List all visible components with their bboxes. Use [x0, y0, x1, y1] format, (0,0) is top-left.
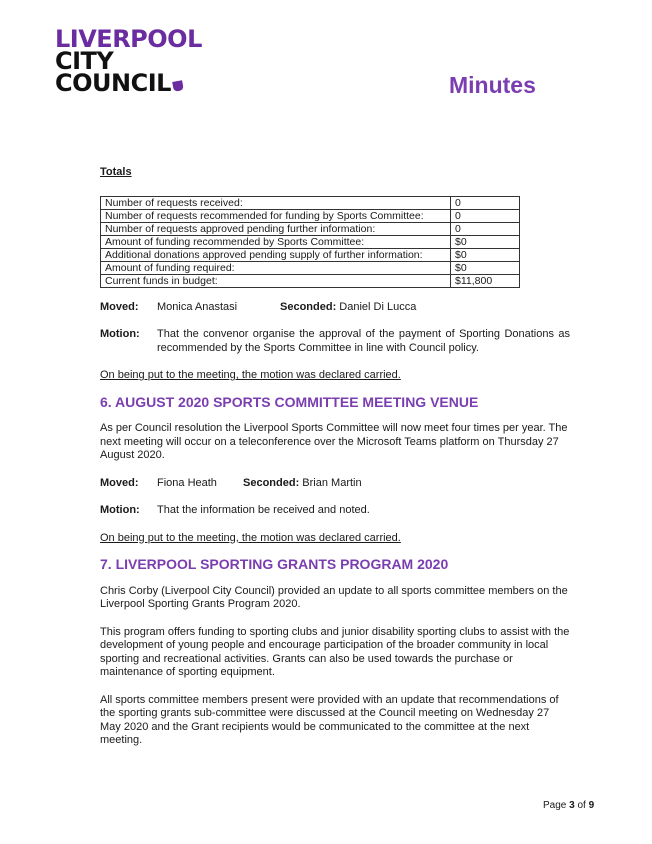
totals-row-value: $11,800 [451, 274, 520, 287]
paragraph: This program offers funding to sporting clubs and junior disability sporting clubs to assist with the development of young people and encourage participation of the broader community in local sporting and recreational activities. Grants can also be used towards the purchase or maintenance of sporting equipment. [100, 625, 570, 678]
page-number [543, 800, 594, 811]
seconded-label: Seconded: [280, 300, 337, 313]
carried-statement: On being put to the meeting, the motion was declared carried. [100, 531, 401, 544]
section-heading-6: 6. AUGUST 2020 SPORTS COMMITTEE MEETING VENUE [100, 393, 479, 410]
motion-text: That the convenor organise the approval of the payment of Sporting Donations as recommended by the Sports Committee in line with Council policy. [157, 328, 570, 354]
moved-by: Monica Anastasi [157, 300, 238, 313]
totals-row [101, 222, 520, 235]
council-logo [55, 25, 202, 97]
document-title: Minutes [449, 72, 536, 98]
totals-heading: Totals [100, 166, 132, 178]
totals-row-label: Amount of funding recommended by Sports Committee: [101, 235, 451, 248]
logo-line-council [55, 69, 202, 97]
paragraph: Chris Corby (Liverpool City Council) provided an update to all sports committee members on the Liverpool Sporting Grants Program 2020. [100, 584, 568, 610]
item5-moved-row [100, 301, 570, 315]
totals-row-value: 0 [451, 222, 520, 235]
totals-row-value: $0 [451, 261, 520, 274]
totals-row [101, 209, 520, 222]
page-word: Page [543, 800, 567, 811]
totals-row [101, 235, 520, 248]
page-total: 9 [588, 800, 595, 811]
item6-motion-row [100, 504, 570, 518]
logo-council-text: COUNCIL [55, 69, 171, 97]
page-of: of [577, 800, 586, 811]
totals-row-label: Number of requests received: [101, 196, 451, 209]
document-body [100, 166, 570, 762]
item5-motion-row [100, 328, 570, 355]
totals-table [100, 196, 520, 288]
totals-row-label: Additional donations approved pending supply of further information: [101, 248, 451, 261]
totals-row-value: 0 [451, 196, 520, 209]
totals-row [101, 274, 520, 287]
logo-line-liverpool: LIVERPOOL [55, 25, 202, 53]
moved-by: Fiona Heath [157, 476, 217, 489]
moved-label: Moved: [100, 476, 139, 489]
totals-row [101, 196, 520, 209]
logo-line-city: CITY [55, 47, 114, 75]
totals-row-label: Number of requests recommended for funding by Sports Committee: [101, 209, 451, 222]
totals-row-label: Number of requests approved pending further information: [101, 222, 451, 235]
seconded-by: Daniel Di Lucca [339, 300, 417, 313]
totals-row [101, 261, 520, 274]
heart-icon [172, 80, 184, 92]
seconded-by: Brian Martin [302, 476, 362, 489]
totals-row-label: Current funds in budget: [101, 274, 451, 287]
paragraph: As per Council resolution the Liverpool Sports Committee will now meet four times per year. The next meeting will occur on a teleconference over the Microsoft Teams platform on Thursday 27 August 2020. [100, 422, 568, 461]
motion-label: Motion: [100, 504, 140, 516]
section-heading-7: 7. LIVERPOOL SPORTING GRANTS PROGRAM 2020 [100, 556, 449, 572]
totals-row-value: $0 [451, 248, 520, 261]
totals-row-value: $0 [451, 235, 520, 248]
page-current: 3 [569, 800, 575, 811]
moved-label: Moved: [100, 300, 139, 313]
seconded-label: Seconded: [243, 476, 300, 489]
totals-row-value: 0 [451, 209, 520, 222]
motion-text: That the information be received and noted. [157, 504, 370, 516]
paragraph: All sports committee members present were provided with an update that recommendations of the sporting grants sub-committee were discussed at the Council meeting on Wednesday 27 May 2020 and the Grant recipients would be communicated to the committee at the next meeting. [100, 693, 559, 746]
carried-statement: On being put to the meeting, the motion was declared carried. [100, 369, 401, 381]
totals-row [101, 248, 520, 261]
item6-moved-row [100, 477, 570, 491]
motion-label: Motion: [100, 328, 140, 340]
totals-row-label: Amount of funding required: [101, 261, 451, 274]
